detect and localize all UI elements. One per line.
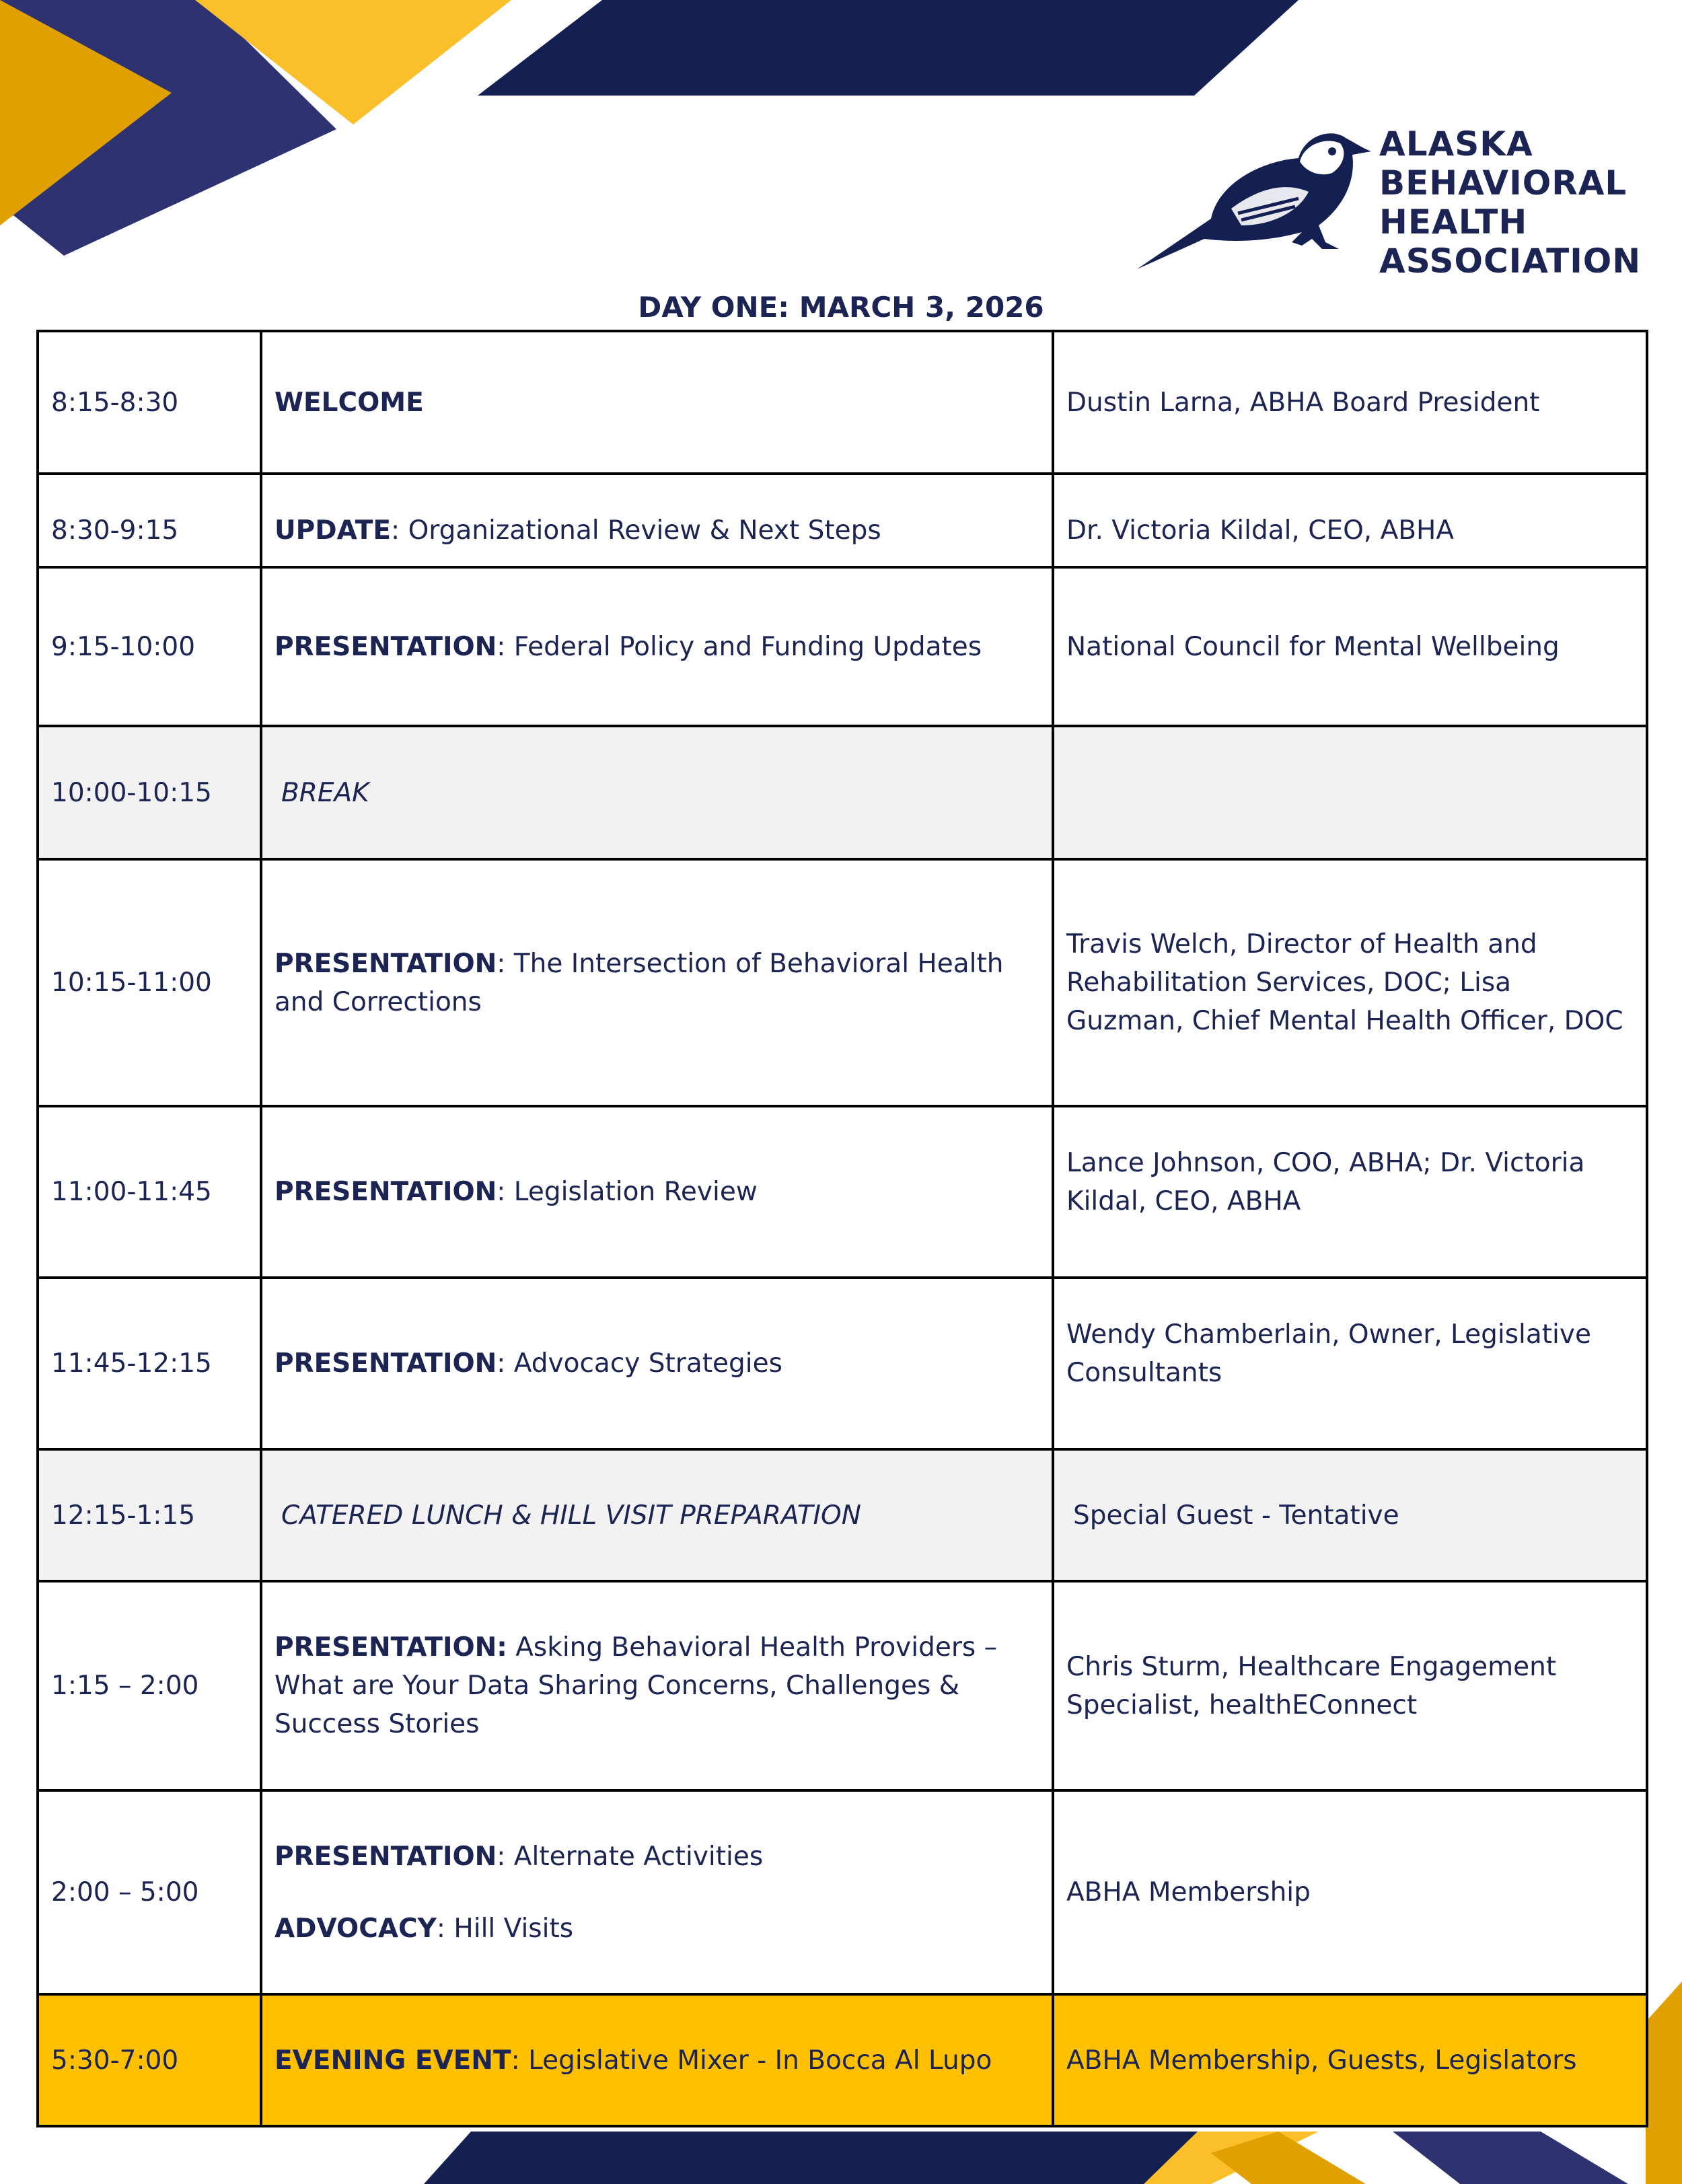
organization-name [1379,124,1641,281]
organization-logo [1130,124,1669,286]
session-text: Asking Behavioral Health Providers – What are Your Data Sharing Concerns, Challenges & Success Stories [275,1632,998,1739]
session-text: : Advocacy Strategies [497,1348,782,1379]
session-keyword: PRESENTATION [275,1348,497,1379]
row-session [261,1449,1053,1581]
session-keyword: WELCOME [275,387,424,418]
session-text: : The Intersection of Behavioral Health and Corrections [275,948,1004,1017]
session-keyword: PRESENTATION [275,948,497,979]
session-line-1 [275,1837,1039,1876]
logo-line-2: BEHAVIORAL [1379,163,1628,203]
row-time: 5:30-7:00 [38,1994,261,2126]
session-text: : Legislative Mixer - In Bocca Al Lupo [511,2045,992,2076]
row-time: 11:00-11:45 [38,1106,261,1278]
day-title: DAY ONE: MARCH 3, 2026 [638,291,1044,324]
deco-bottom-gold-small [1211,2132,1366,2184]
row-session [261,726,1053,859]
row-time: 1:15 – 2:00 [38,1581,261,1790]
session-keyword: PRESENTATION [275,1841,497,1872]
deco-indigo-chevron [0,0,336,256]
deco-navy-banner [478,0,1299,96]
row-speaker: Dr. Victoria Kildal, CEO, ABHA [1053,474,1647,567]
row-time: 8:30-9:15 [38,474,261,567]
logo-line-4: ASSOCIATION [1379,242,1642,281]
session-keyword-2: ADVOCACY [275,1913,437,1944]
session-text: : Organizational Review & Next Steps [391,515,881,546]
session-text-2: : Hill Visits [436,1913,574,1944]
agenda-row [38,567,1647,726]
deco-gold-triangle [0,0,172,225]
row-speaker: Chris Sturm, Healthcare Engagement Specialist, healthEConnect [1053,1581,1647,1790]
agenda-row [38,331,1647,474]
row-speaker [1053,726,1647,859]
row-session [261,1994,1053,2126]
session-keyword: PRESENTATION [275,631,497,662]
agenda-row-lunch [38,1449,1647,1581]
session-text: : Legislation Review [497,1177,758,1207]
agenda-row-break [38,726,1647,859]
row-speaker: ABHA Membership, Guests, Legislators [1053,1994,1647,2126]
agenda-row [38,1790,1647,1994]
row-time: 11:45-12:15 [38,1278,261,1449]
row-speaker: Travis Welch, Director of Health and Rehabilitation Services, DOC; Lisa Guzman, Chief Mental Health Officer, DOC [1053,859,1647,1106]
deco-bottom-gold [1050,2132,1319,2184]
row-speaker: Wendy Chamberlain, Owner, Legislative Consultants [1053,1278,1647,1449]
row-session [261,1278,1053,1449]
row-speaker: Lance Johnson, COO, ABHA; Dr. Victoria Kildal, CEO, ABHA [1053,1106,1647,1278]
row-speaker: National Council for Mental Wellbeing [1053,567,1647,726]
row-time: 2:00 – 5:00 [38,1790,261,1994]
row-session [261,1581,1053,1790]
row-time: 12:15-1:15 [38,1449,261,1581]
session-keyword: EVENING EVENT [275,2045,511,2076]
agenda-row [38,1106,1647,1278]
agenda-row [38,859,1647,1106]
row-session [261,331,1053,474]
logo-line-3: HEALTH [1379,203,1528,242]
agenda-row [38,1581,1647,1790]
row-time: 9:15-10:00 [38,567,261,726]
session-keyword: PRESENTATION: [275,1632,507,1663]
session-text: BREAK [281,777,369,808]
agenda-table [36,330,1648,2127]
row-session [261,567,1053,726]
deco-bottom-navy-left [424,2132,1198,2184]
row-speaker: Dustin Larna, ABHA Board President [1053,331,1647,474]
deco-light-gold-triangle [195,0,511,124]
session-line-2 [275,1909,1039,1948]
session-text: CATERED LUNCH & HILL VISIT PREPARATION [281,1500,861,1531]
logo-line-1: ALASKA [1379,124,1533,163]
deco-bottom-navy [1393,2132,1628,2184]
row-session [261,859,1053,1106]
row-time: 10:15-11:00 [38,859,261,1106]
session-keyword: PRESENTATION [275,1177,497,1207]
agenda-row [38,474,1647,567]
row-speaker [1053,1449,1647,1581]
row-session [261,1106,1053,1278]
row-speaker: ABHA Membership [1053,1790,1647,1994]
chickadee-bird-icon [1130,124,1373,279]
row-session [261,474,1053,567]
agenda-row [38,1278,1647,1449]
agenda-row-evening [38,1994,1647,2126]
deco-bottom-gold-corner [1646,1981,1682,2184]
session-keyword: UPDATE [275,515,392,546]
row-time: 8:15-8:30 [38,331,261,474]
row-session [261,1790,1053,1994]
session-text: : Alternate Activities [497,1841,764,1872]
speaker-text: Special Guest - Tentative [1073,1500,1399,1531]
session-spacer [275,1876,1039,1909]
row-time: 10:00-10:15 [38,726,261,859]
session-text: : Federal Policy and Funding Updates [497,631,982,662]
